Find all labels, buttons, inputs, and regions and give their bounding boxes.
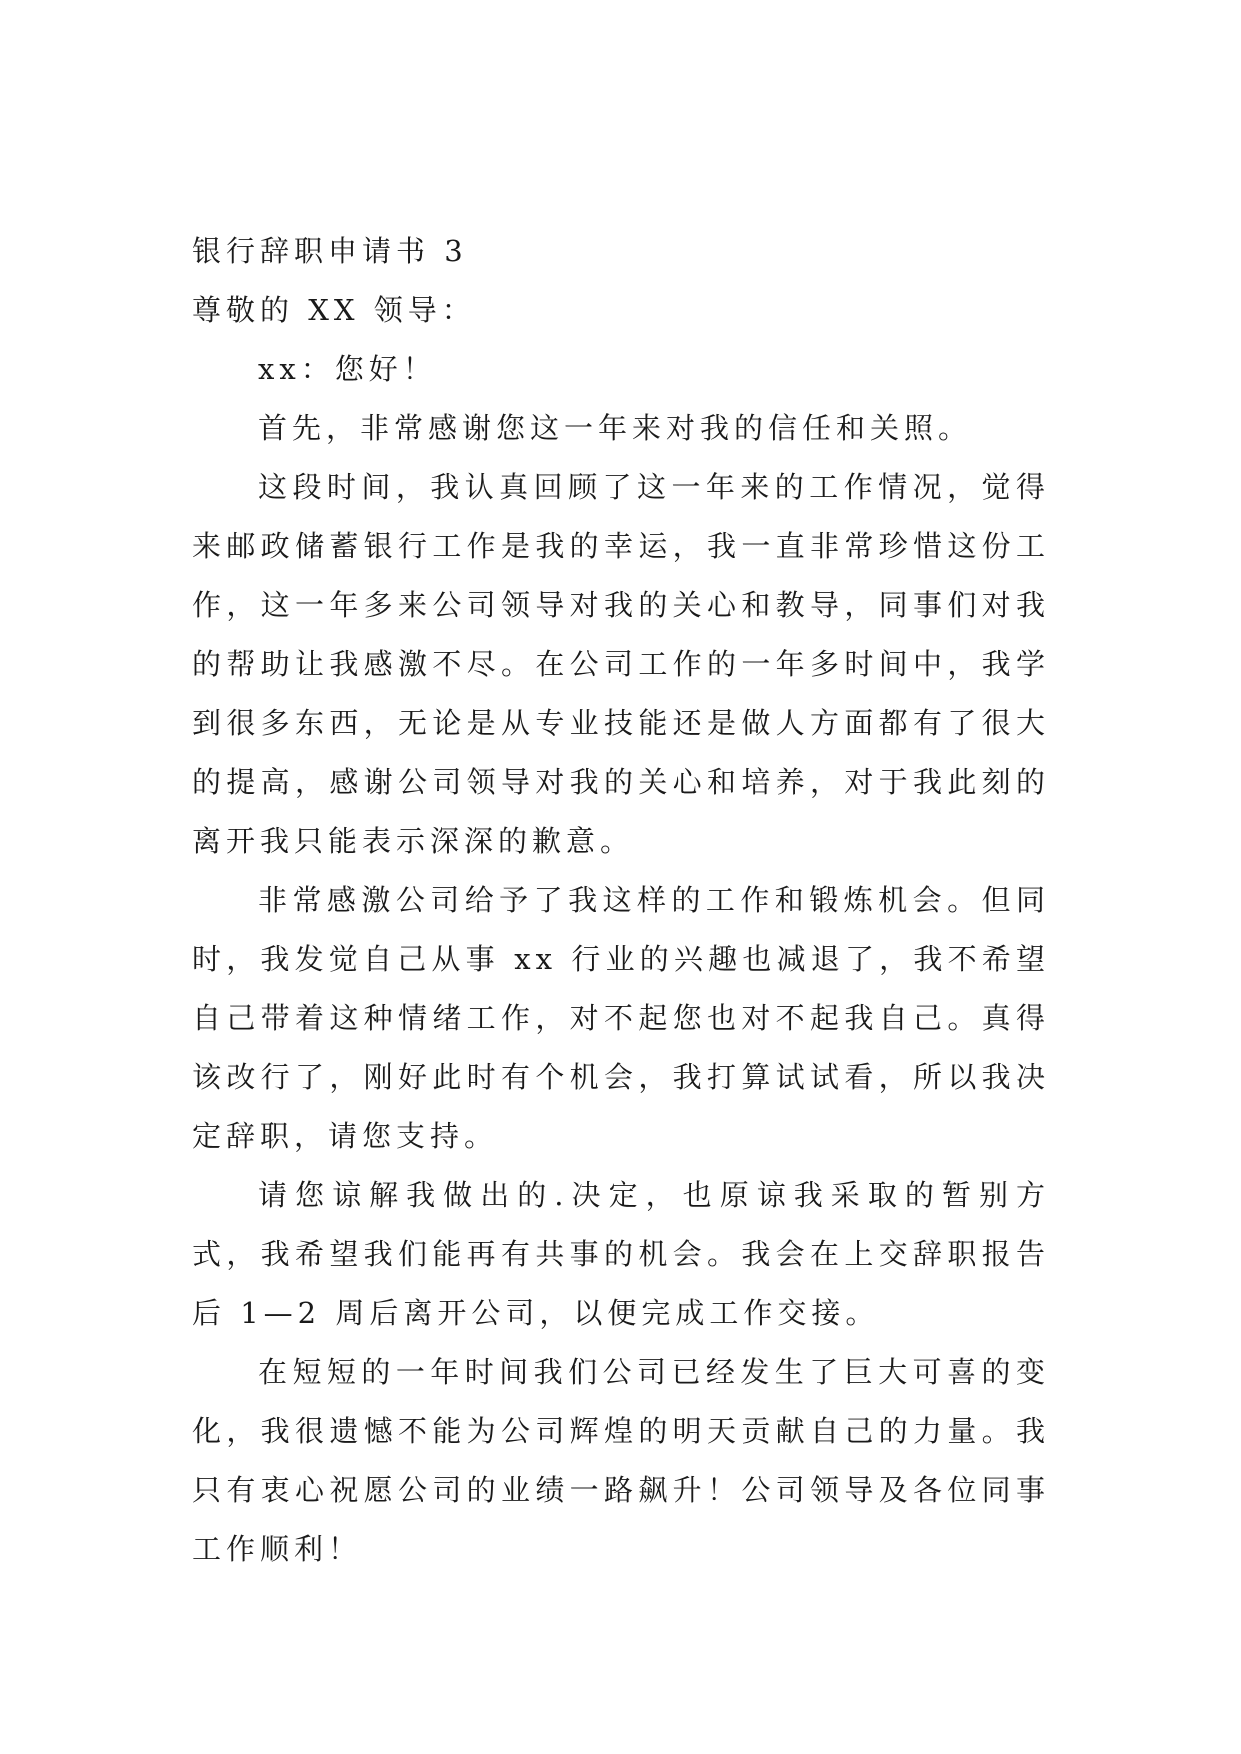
document-body (192, 222, 1050, 1579)
paragraph-review: 这段时间，我认真回顾了这一年来的工作情况，觉得来邮政储蓄银行工作是我的幸运，我一直非常珍惜这份工作，这一年多来公司领导对我的关心和教导，同事们对我的帮助让我感激不尽。在公司工作的一年多时间中，我学到很多东西，无论是从专业技能还是做人方面都有了很大的提高，感谢公司领导对我的关心和培养，对于我此刻的离开我只能表示深深的歉意。 (192, 470, 1050, 858)
paragraph-wishes: 在短短的一年时间我们公司已经发生了巨大可喜的变化，我很遗憾不能为公司辉煌的明天贡献自己的力量。我只有衷心祝愿公司的业绩一路飙升！公司领导及各位同事工作顺利！ (192, 1355, 1050, 1566)
paragraph-handover: 请您谅解我做出的.决定，也原谅我采取的暂别方式，我希望我们能再有共事的机会。我会在上交辞职报告后 1—2 周后离开公司，以便完成工作交接。 (192, 1178, 1050, 1330)
salutation: 尊敬的 XX 领导： (192, 293, 476, 327)
paragraph-thanks: 首先，非常感谢您这一年来对我的信任和关照。 (258, 411, 973, 445)
document-title: 银行辞职申请书 3 (192, 234, 468, 268)
greeting: xx：您好！ (258, 352, 437, 386)
paragraph-reason: 非常感激公司给予了我这样的工作和锻炼机会。但同时，我发觉自己从事 xx 行业的兴趣也减退了，我不希望自己带着这种情绪工作，对不起您也对不起我自己。真得该改行了，刚好此时有个机会，我打算试试看，所以我决定辞职，请您支持。 (192, 883, 1050, 1153)
